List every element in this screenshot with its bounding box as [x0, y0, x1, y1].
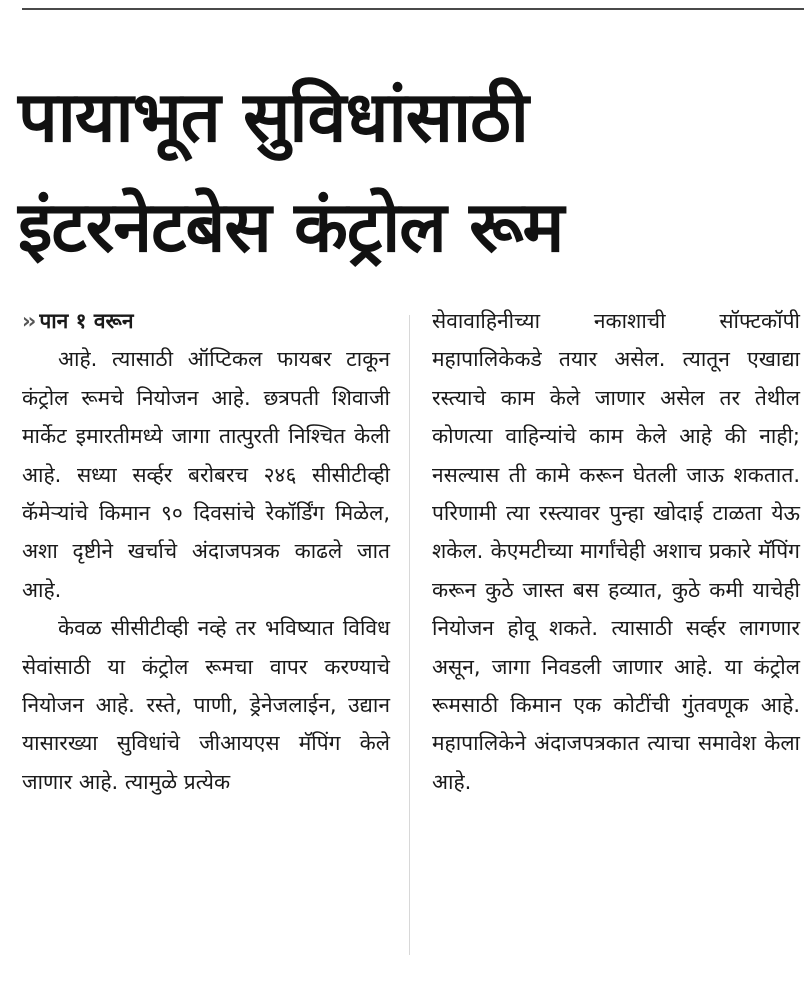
headline-line-1: पायाभूत सुविधांसाठी: [18, 76, 528, 158]
left-column: [22, 302, 390, 801]
headline-line-2: इंटरनेटबेस कंट्रोल रूम: [18, 186, 564, 268]
double-chevron-right-icon: ››: [22, 309, 34, 333]
headline: [18, 62, 798, 282]
right-paragraph-1: सेवावाहिनीच्या नकाशाची सॉफ्टकॉपी महापालिकेकडे तयार असेल. त्यातून एखाद्या रस्त्याचे काम केले जाणार असेल तर तेथील कोणत्या वाहिन्यांचे काम केले आहे की नाही; नसल्यास ती कामे करून घेतली जाऊ शकतात. परिणामी त्या रस्त्यावर पुन्हा खोदाई टाळता येऊ शकेल. केएमटीच्या मार्गांचेही अशाच प्रकारे मॅपिंग करून कुठे जास्त बस हव्यात, कुठे कमी याचेही नियोजन होवू शकते. त्यासाठी सर्व्हर लागणार असून, जागा निवडली जाणार आहे. या कंट्रोल रूमसाठी किमान एक कोटींची गुंतवणूक आहे. महापालिकेने अंदाजपत्रकात त्याचा समावेश केला आहे.: [432, 309, 800, 794]
top-rule: [22, 8, 804, 10]
column-divider: [409, 315, 410, 955]
left-paragraph-2: केवळ सीसीटीव्ही नव्हे तर भविष्यात विविध सेवांसाठी या कंट्रोल रूमचा वापर करण्याचे नियोजन आहे. रस्ते, पाणी, ड्रेनेजलाईन, उद्यान यासारख्या सुविधांचे जीआयएस मॅपिंग केले जाणार आहे. त्यामुळे प्रत्येक: [22, 616, 390, 794]
continued-from-label: [22, 302, 390, 340]
left-paragraph-1: आहे. त्यासाठी ऑप्टिकल फायबर टाकून कंट्रोल रूमचे नियोजन आहे. छत्रपती शिवाजी मार्केट इमारतीमध्ये जागा तात्पुरती निश्चित केली आहे. सध्या सर्व्हर बरोबरच २४६ सीसीटीव्ही कॅमेऱ्यांचे किमान ९० दिवसांचे रेकॉर्डिंग मिळेल, अशा दृष्टीने खर्चाचे अंदाजपत्रक काढले जात आहे.: [22, 347, 390, 602]
right-column: [432, 302, 800, 801]
continued-text: पान १ वरून: [39, 309, 134, 333]
